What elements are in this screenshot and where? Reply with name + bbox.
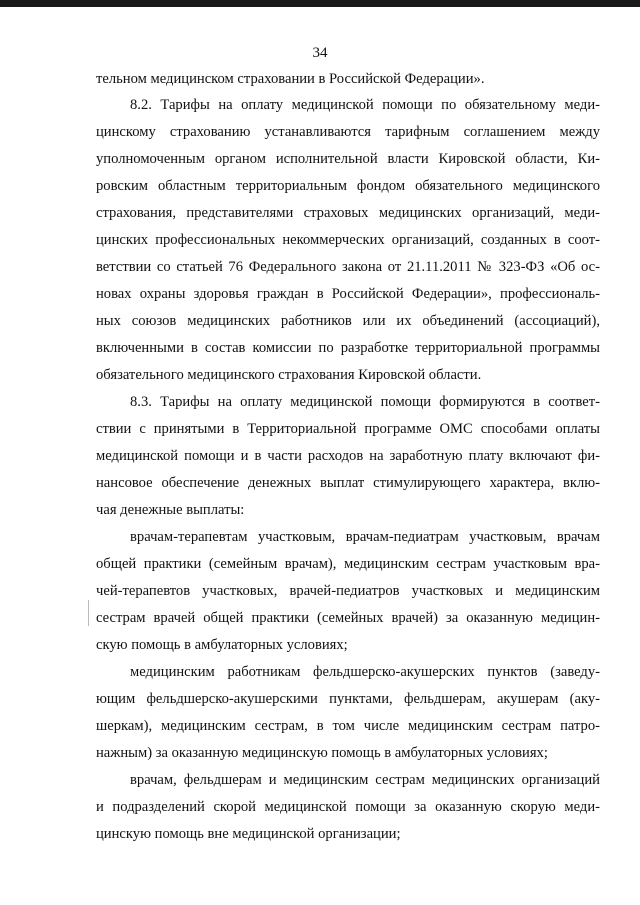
text-line: и подразделений скорой медицинской помощи за оказанную скорую меди-: [96, 799, 600, 815]
text-line: ствии с принятыми в Территориальной программе ОМС способами оплаты: [96, 421, 600, 437]
text-line: шеркам), медицинским сестрам, в том числе медицинским сестрам патро-: [96, 718, 600, 734]
text-line: уполномоченным органом исполнительной власти Кировской области, Ки-: [96, 151, 600, 167]
text-line: цинскому страхованию устанавливаются тарифным соглашением между: [96, 124, 600, 140]
page-number: 34: [312, 45, 328, 61]
text-line: ветствии со статьей 76 Федерального закона от 21.11.2011 № 323-ФЗ «Об ос-: [96, 259, 600, 275]
text-line: чей-терапевтов участковых, врачей-педиатров участковых и медицинским: [96, 583, 600, 599]
text-line: страхования, представителями страховых медицинских организаций, меди-: [96, 205, 600, 221]
scan-margin-mark: [88, 600, 89, 626]
text-line: нажным) за оказанную медицинскую помощь в амбулаторных условиях;: [96, 745, 548, 761]
text-line: чая денежные выплаты:: [96, 502, 245, 518]
text-line: 8.3. Тарифы на оплату медицинской помощи формируются в соответ-: [130, 394, 600, 410]
text-line: врачам, фельдшерам и медицинским сестрам медицинских организаций: [130, 772, 600, 788]
text-line: скую помощь в амбулаторных условиях;: [96, 637, 348, 653]
text-line: врачам-терапевтам участковым, врачам-педиатрам участковым, врачам: [130, 529, 600, 545]
text-line: тельном медицинском страховании в Российской Федерации».: [96, 71, 485, 87]
text-line: цинскую помощь вне медицинской организации;: [96, 826, 401, 842]
text-line: общей практики (семейным врачам), медицинским сестрам участковым вра-: [96, 556, 600, 572]
text-line: цинских профессиональных некоммерческих организаций, созданных в соот-: [96, 232, 600, 248]
text-line: медицинской помощи и в части расходов на заработную плату включают фи-: [96, 448, 600, 464]
text-line: медицинским работникам фельдшерско-акушерских пунктов (заведу-: [130, 664, 600, 680]
scan-top-edge: [0, 0, 640, 7]
text-line: ровским областным территориальным фондом обязательного медицинского: [96, 178, 600, 194]
text-line: сестрам врачей общей практики (семейных врачей) за оказанную медицин-: [96, 610, 600, 626]
text-line: новах охраны здоровья граждан в Российской Федерации», профессиональ-: [96, 286, 600, 302]
text-line: 8.2. Тарифы на оплату медицинской помощи по обязательному меди-: [130, 97, 600, 113]
text-line: ющим фельдшерско-акушерскими пунктами, фельдшерам, акушерам (аку-: [96, 691, 600, 707]
text-line: обязательного медицинского страхования Кировской области.: [96, 367, 482, 383]
text-line: нансовое обеспечение денежных выплат стимулирующего характера, вклю-: [96, 475, 600, 491]
text-line: включенными в состав комиссии по разработке территориальной программы: [96, 340, 600, 356]
text-line: ных союзов медицинских работников или их объединений (ассоциаций),: [96, 313, 600, 329]
